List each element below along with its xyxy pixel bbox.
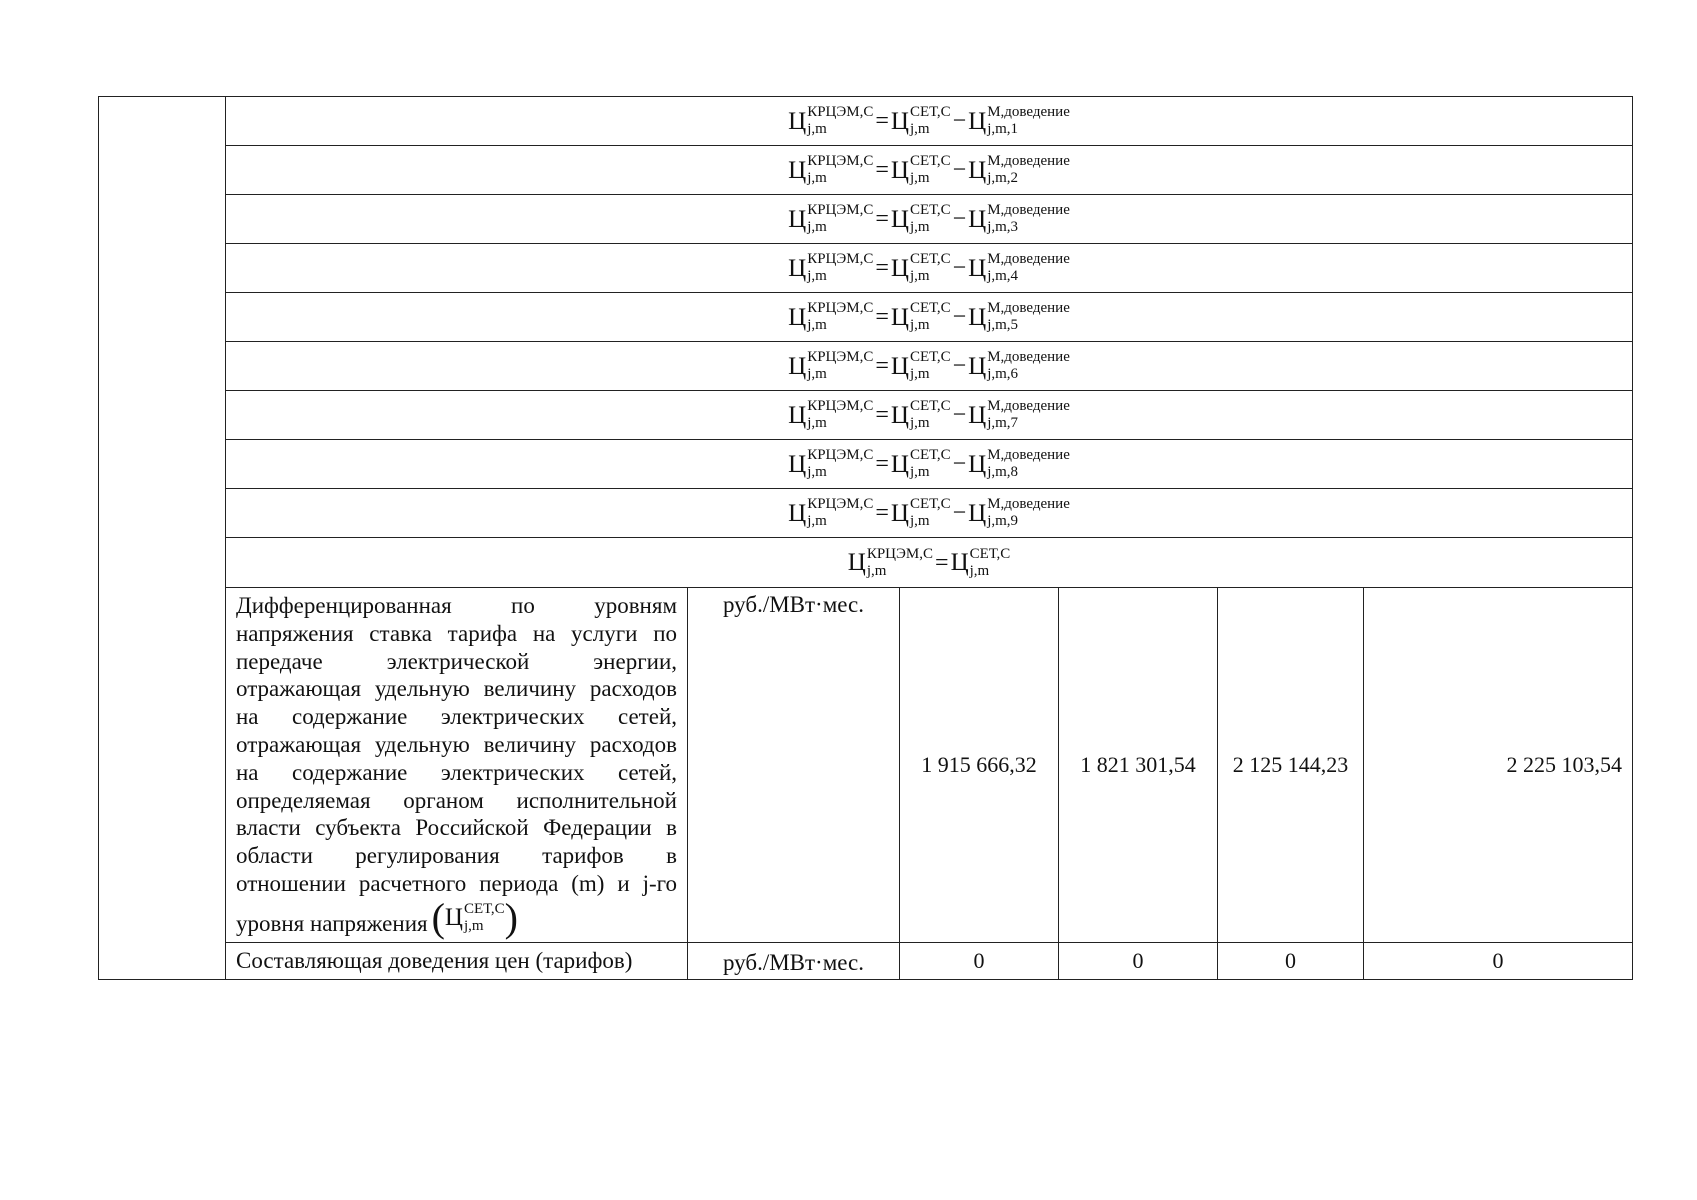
value-cell: 0 [1364, 942, 1633, 979]
value-cell: 0 [1059, 942, 1218, 979]
formula: Ц КРЦЭМ,С j,m = Ц СЕТ,С j,m − Ц М,доведение j,m,3 [788, 202, 1070, 235]
formula-row [226, 440, 1633, 489]
formula-row [226, 97, 1633, 146]
formula: Ц КРЦЭМ,С j,m = Ц СЕТ,С j,m − Ц М,доведение j,m,1 [788, 104, 1070, 137]
formula-row [226, 244, 1633, 293]
description-cell: Составляющая доведения цен (тарифов) [226, 942, 688, 979]
formula: Ц КРЦЭМ,С j,m = Ц СЕТ,С j,m − Ц М,доведение j,m,5 [788, 300, 1070, 333]
value-cell: 2 225 103,54 [1364, 588, 1633, 943]
formula: Ц КРЦЭМ,С j,m = Ц СЕТ,С j,m − Ц М,доведение j,m,7 [788, 398, 1070, 431]
formula: Ц КРЦЭМ,С j,m = Ц СЕТ,С j,m − Ц М,доведение j,m,4 [788, 251, 1070, 284]
formula-row [226, 342, 1633, 391]
inline-formula: ( Ц СЕТ,С j,m ) [431, 894, 518, 940]
formula: Ц КРЦЭМ,С j,m = Ц СЕТ,С j,m − Ц М,доведение j,m,2 [788, 153, 1070, 186]
value-cell: 0 [900, 942, 1059, 979]
value-cell: 1 821 301,54 [1059, 588, 1218, 943]
value-cell: 2 125 144,23 [1218, 588, 1364, 943]
formula: Ц КРЦЭМ,С j,m = Ц СЕТ,С j,m − Ц М,доведение j,m,6 [788, 349, 1070, 382]
value-cell: 1 915 666,32 [900, 588, 1059, 943]
formula-row [226, 293, 1633, 342]
description-cell: Дифференцированная по уровням напряжения ставка тарифа на услуги по передаче электрической энергии, отражающая удельную величину расходов на содержание электрических сетей, отражающая удельную величину расходов на содержание электрических сетей, определяемая органом исполнительной власти субъекта Российской Федерации в области регулирования тарифов в отношении расчетного периода (m) и j-го уровня напряжения ( Ц СЕТ,С j,m ) [226, 588, 688, 943]
empty-number-cell [99, 97, 226, 980]
formula-row [226, 538, 1633, 588]
unit-cell: руб./МВт·мес. [688, 588, 900, 943]
formula-row [226, 391, 1633, 440]
unit-cell: руб./МВт·мес. [688, 942, 900, 979]
value-cell: 0 [1218, 942, 1364, 979]
formula: Ц КРЦЭМ,С j,m = Ц СЕТ,С j,m − Ц М,доведение j,m,8 [788, 447, 1070, 480]
tariff-table [98, 96, 1633, 980]
formula-row [226, 489, 1633, 538]
formula: Ц КРЦЭМ,С j,m = Ц СЕТ,С j,m − Ц М,доведение j,m,9 [788, 496, 1070, 529]
formula-row [226, 195, 1633, 244]
formula-row [226, 146, 1633, 195]
formula: Ц КРЦЭМ,С j,m = Ц СЕТ,С j,m [847, 545, 1011, 579]
